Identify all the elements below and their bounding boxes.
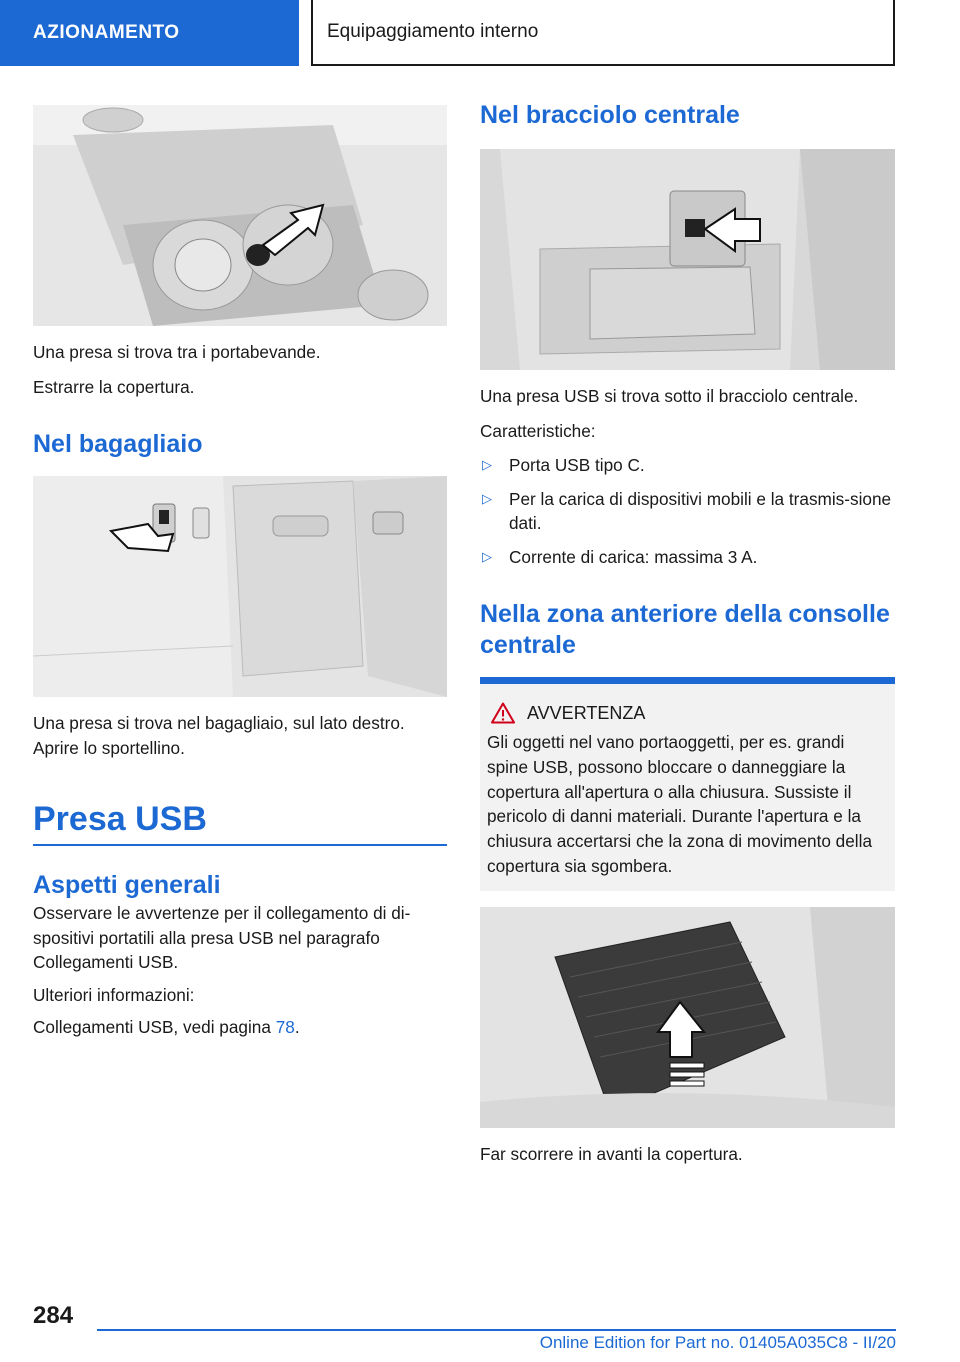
warning-text: Gli oggetti nel vano portaoggetti, per es. grandi spine USB, possono bloccare o danneggiare la copertura all'apertura o alla chiusura. Sussiste il pericolo di danni materiali. Durante l'apertura e la chiusura accertarsi che la zona di movimento della copertura sia sgombera. [487,732,872,876]
right-column [480,100,895,1166]
section-title: Equipaggiamento interno [327,21,539,42]
list-item [480,545,895,570]
flap-text: Aprire lo sportellino. [33,737,185,758]
cover-text: Estrarre la copertura. [33,376,195,397]
list-item-text: Corrente di carica: massima 3 A. [509,546,758,567]
general-text: Osservare le avvertenze per il collegamento di di-spositivi portatili alla presa USB nel paragrafo Collegamenti USB. [33,903,411,972]
armrest-text: Una presa USB si trova sotto il bracciolo centrale. [480,386,859,406]
usb-heading: Presa USB [33,800,207,838]
chapter-label: AZIONAMENTO [33,22,180,43]
usb-reference [33,1015,447,1040]
more-info-label: Ulteriori informazioni: [33,984,195,1005]
chapter-tab [0,0,299,66]
general-heading: Aspetti generali [33,871,221,899]
trunk-heading: Nel bagagliaio [33,430,203,458]
armrest-heading: Nel bracciolo centrale [480,101,740,129]
edition-text: Online Edition for Part no. 01405A035C8 - II/20 [539,1333,896,1352]
page-link[interactable]: 78 [275,1017,295,1037]
usb-reference-prefix: Collegamenti USB, vedi pagina [33,1017,276,1037]
front-console-heading: Nella zona anteriore della consolle centrale [480,600,890,659]
triangle-right-icon: ▷ [482,457,492,472]
slide-cover-text: Far scorrere in avanti la copertura. [480,1143,743,1164]
armrest-usb-image [480,149,895,370]
console-cover-image [480,907,895,1128]
trunk-socket-image [33,476,447,697]
list-item-text: Porta USB tipo C. [509,455,645,475]
trunk-text: Una presa si trova nel bagagliaio, sul lato destro. [33,713,405,733]
features-label: Caratteristiche: [480,420,596,441]
footer-rule [97,1329,896,1331]
warning-triangle-icon [491,702,515,724]
list-item-text: Per la carica di dispositivi mobili e la trasmis-sione dati. [509,488,892,533]
page-number: 284 [33,1302,74,1329]
warning-box [480,677,895,891]
left-column [33,105,447,1040]
triangle-right-icon: ▷ [482,548,492,564]
warning-title: AVVERTENZA [527,702,646,723]
cupholder-text: Una presa si trova tra i portabevande. [33,342,321,362]
triangle-right-icon: ▷ [482,490,492,506]
warning-header [487,702,887,724]
features-list [480,453,895,569]
cupholder-socket-image [33,105,447,326]
section-header [311,0,895,66]
usb-reference-suffix: . [294,1017,300,1037]
list-item [480,487,895,536]
list-item [480,453,895,478]
